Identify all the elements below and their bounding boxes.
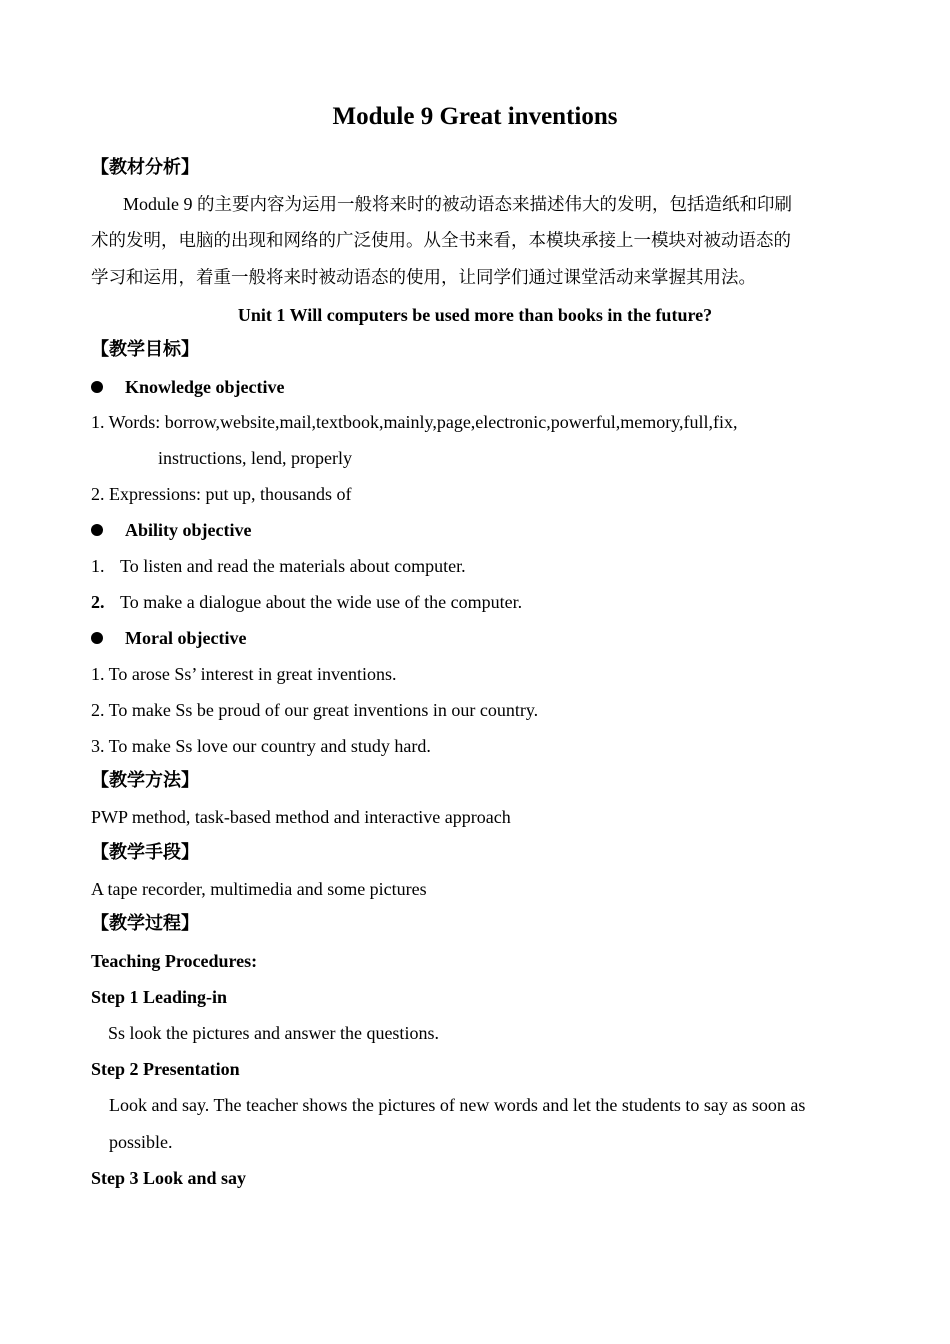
knowledge-item-2: 2. Expressions: put up, thousands of bbox=[91, 484, 352, 504]
bullet-icon bbox=[91, 381, 103, 393]
moral-item-2: 2. To make Ss be proud of our great inventions in our country. bbox=[91, 700, 539, 720]
step-3-title: Step 3 Look and say bbox=[91, 1168, 247, 1188]
analysis-heading: 【教材分析】 bbox=[91, 157, 199, 178]
means-text: A tape recorder, multimedia and some pictures bbox=[91, 879, 427, 899]
analysis-paragraph-line-1 bbox=[123, 192, 792, 217]
step-2-text-line-1: Look and say. The teacher shows the pictures of new words and let the students to say as soon as bbox=[109, 1095, 806, 1115]
bullet-icon bbox=[91, 524, 103, 536]
knowledge-objective-title: Knowledge objective bbox=[125, 377, 285, 397]
analysis-paragraph-line-3: 学习和运用，着重一般将来时被动语态的使用，让同学们通过课堂活动来掌握其用法。 bbox=[91, 268, 756, 288]
page-title: Module 9 Great inventions bbox=[332, 103, 618, 130]
ability-objective-title: Ability objective bbox=[125, 520, 252, 540]
moral-item-1: 1. To arose Ss’ interest in great inventions. bbox=[91, 664, 397, 684]
step-1-text: Ss look the pictures and answer the questions. bbox=[108, 1023, 439, 1043]
step-1-title: Step 1 Leading-in bbox=[91, 987, 228, 1007]
analysis-paragraph-line-2: 术的发明，电脑的出现和网络的广泛使用。从全书来看，本模块承接上一模块对被动语态的 bbox=[91, 231, 791, 251]
step-2-title: Step 2 Presentation bbox=[91, 1059, 240, 1079]
ability-item-2: To make a dialogue about the wide use of the computer. bbox=[120, 592, 523, 612]
ability-item-2-number: 2. bbox=[91, 592, 105, 612]
method-text: PWP method, task-based method and interactive approach bbox=[91, 807, 511, 827]
analysis-text: 的主要内容为运用一般将来时的被动语态来描述伟大的发明，包括造纸和印刷 bbox=[197, 195, 792, 215]
module-reference: Module 9 bbox=[123, 194, 197, 214]
bullet-icon bbox=[91, 632, 103, 644]
step-2-text-line-2: possible. bbox=[109, 1132, 173, 1152]
moral-item-3: 3. To make Ss love our country and study hard. bbox=[91, 736, 431, 756]
process-heading: 【教学过程】 bbox=[91, 913, 199, 934]
ability-item-1: To listen and read the materials about computer. bbox=[120, 556, 466, 576]
knowledge-item-1-continued: instructions, lend, properly bbox=[158, 448, 352, 468]
means-heading: 【教学手段】 bbox=[91, 842, 199, 863]
procedures-title: Teaching Procedures: bbox=[91, 951, 258, 971]
moral-objective-title: Moral objective bbox=[125, 628, 247, 648]
goals-heading: 【教学目标】 bbox=[91, 339, 199, 360]
unit-title: Unit 1 Will computers be used more than books in the future? bbox=[237, 305, 713, 325]
method-heading: 【教学方法】 bbox=[91, 770, 199, 791]
ability-item-1-number: 1. bbox=[91, 556, 105, 576]
knowledge-item-1: 1. Words: borrow,website,mail,textbook,mainly,page,electronic,powerful,memory,full,fix, bbox=[91, 412, 738, 432]
